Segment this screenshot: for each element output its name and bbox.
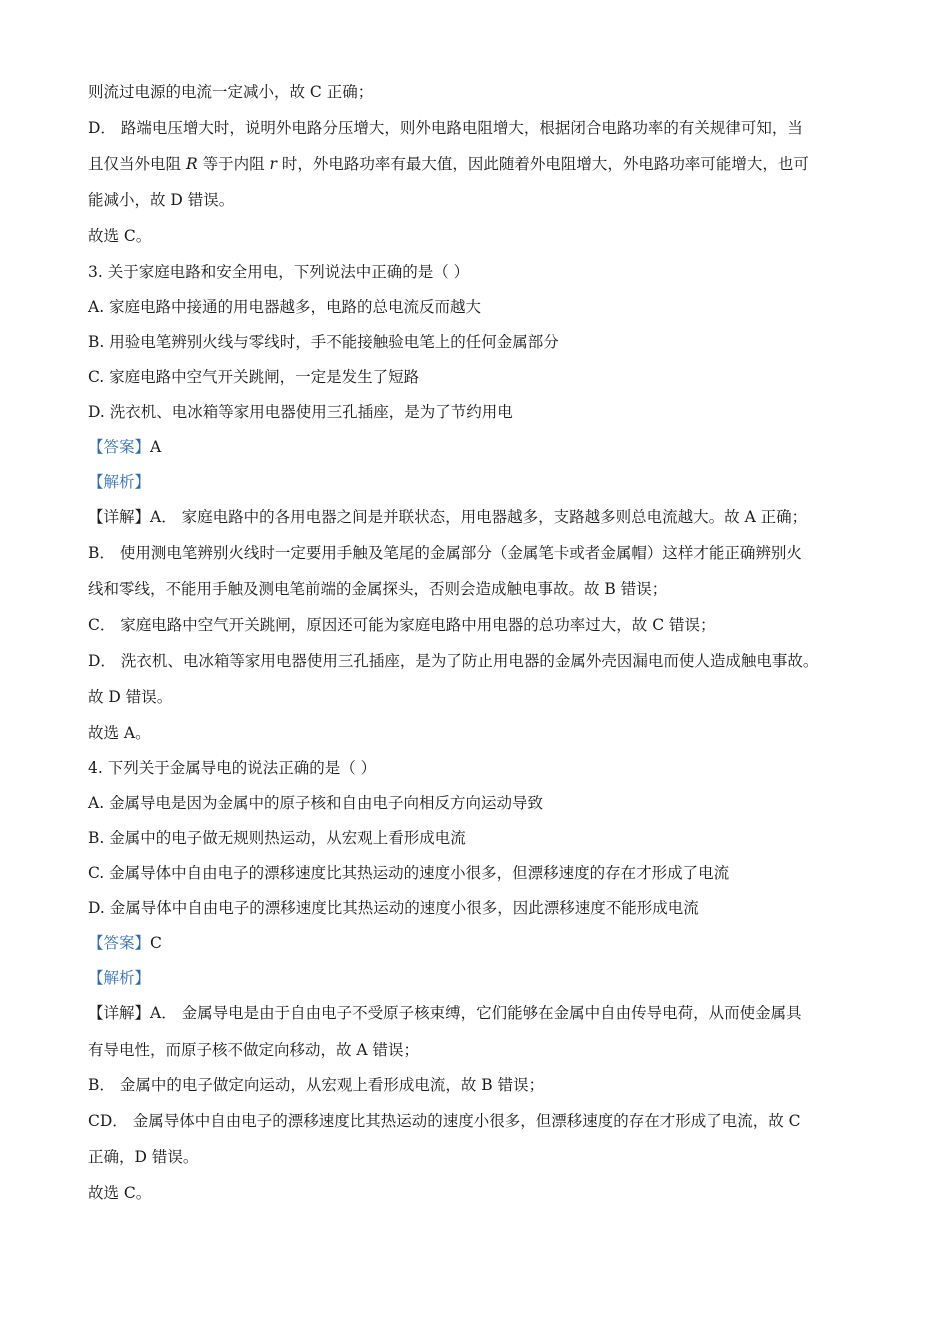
answer-tag: 【答案】	[88, 438, 151, 456]
answer-tag: 【答案】	[88, 934, 151, 952]
question-4-option-d: D. 金属导体中自由电子的漂移速度比其热运动的速度小很多，因此漂移速度不能形成电流	[88, 899, 699, 917]
text-line: 线和零线，不能用手触及测电笔前端的金属探头，否则会造成触电事故。故 B 错误；	[88, 580, 668, 598]
text-line: 且仅当外电阻 R 等于内阻 r 时，外电路功率有最大值，因此随着外电阻增大，外电路功率可能增大，也可	[88, 155, 809, 173]
detail-tag: 【详解】	[88, 1004, 151, 1022]
text-line: 故选 C。	[88, 1184, 152, 1202]
text-line: CD． 金属导体中自由电子的漂移速度比其热运动的速度小很多，但漂移速度的存在才形成了电流，故 C	[88, 1112, 801, 1130]
answer-line: 【答案】A	[88, 438, 162, 456]
text-line: 【详解】A． 家庭电路中的各用电器之间是并联状态，用电器越多，支路越多则总电流越大。故 A 正确；	[88, 508, 808, 526]
text-line: 故选 A。	[88, 724, 151, 742]
text-line: 正确，D 错误。	[88, 1148, 199, 1166]
question-3-stem: 3. 关于家庭电路和安全用电，下列说法中正确的是（ ）	[88, 263, 470, 281]
text-line: 有导电性，而原子核不做定向移动，故 A 错误；	[88, 1041, 420, 1059]
analysis-tag: 【解析】	[88, 969, 151, 987]
text-line: D． 路端电压增大时，说明外电路分压增大，则外电路电阻增大，根据闭合电路功率的有关规律可知，当	[88, 119, 803, 137]
text-line: D． 洗衣机、电冰箱等家用电器使用三孔插座，是为了防止用电器的金属外壳因漏电而使人造成触电事故。	[88, 652, 819, 670]
text-line: B． 金属中的电子做定向运动，从宏观上看形成电流，故 B 错误；	[88, 1076, 545, 1094]
question-4-stem: 4. 下列关于金属导电的说法正确的是（ ）	[88, 759, 377, 777]
text-line: 故 D 错误。	[88, 688, 173, 706]
question-3-option-a: A. 家庭电路中接通的用电器越多，电路的总电流反而越大	[88, 298, 482, 316]
text-line: C． 家庭电路中空气开关跳闸，原因还可能为家庭电路中用电器的总功率过大，故 C 错误；	[88, 616, 716, 634]
text-line: 能减小，故 D 错误。	[88, 191, 235, 209]
question-4-option-c: C. 金属导体中自由电子的漂移速度比其热运动的速度小很多，但漂移速度的存在才形成了电流	[88, 864, 730, 882]
question-4-option-b: B. 金属中的电子做无规则热运动，从宏观上看形成电流	[88, 829, 466, 847]
text-line: 则流过电源的电流一定减小，故 C 正确；	[88, 83, 374, 101]
detail-tag: 【详解】	[88, 508, 151, 526]
question-3-option-d: D. 洗衣机、电冰箱等家用电器使用三孔插座，是为了节约用电	[88, 403, 513, 421]
analysis-tag: 【解析】	[88, 473, 151, 491]
text-line: 【详解】A． 金属导电是由于自由电子不受原子核束缚，它们能够在金属中自由传导电荷，从而使金属具	[88, 1004, 802, 1022]
text-line: B． 使用测电笔辨别火线时一定要用手触及笔尾的金属部分（金属笔卡或者金属帽）这样才能正确辨别火	[88, 544, 802, 562]
text-line: 故选 C。	[88, 227, 152, 245]
question-4-option-a: A. 金属导电是因为金属中的原子核和自由电子向相反方向运动导致	[88, 794, 544, 812]
question-3-option-b: B. 用验电笔辨别火线与零线时，手不能接触验电笔上的任何金属部分	[88, 333, 559, 351]
answer-line: 【答案】C	[88, 934, 162, 952]
question-3-option-c: C. 家庭电路中空气开关跳闸，一定是发生了短路	[88, 368, 420, 386]
